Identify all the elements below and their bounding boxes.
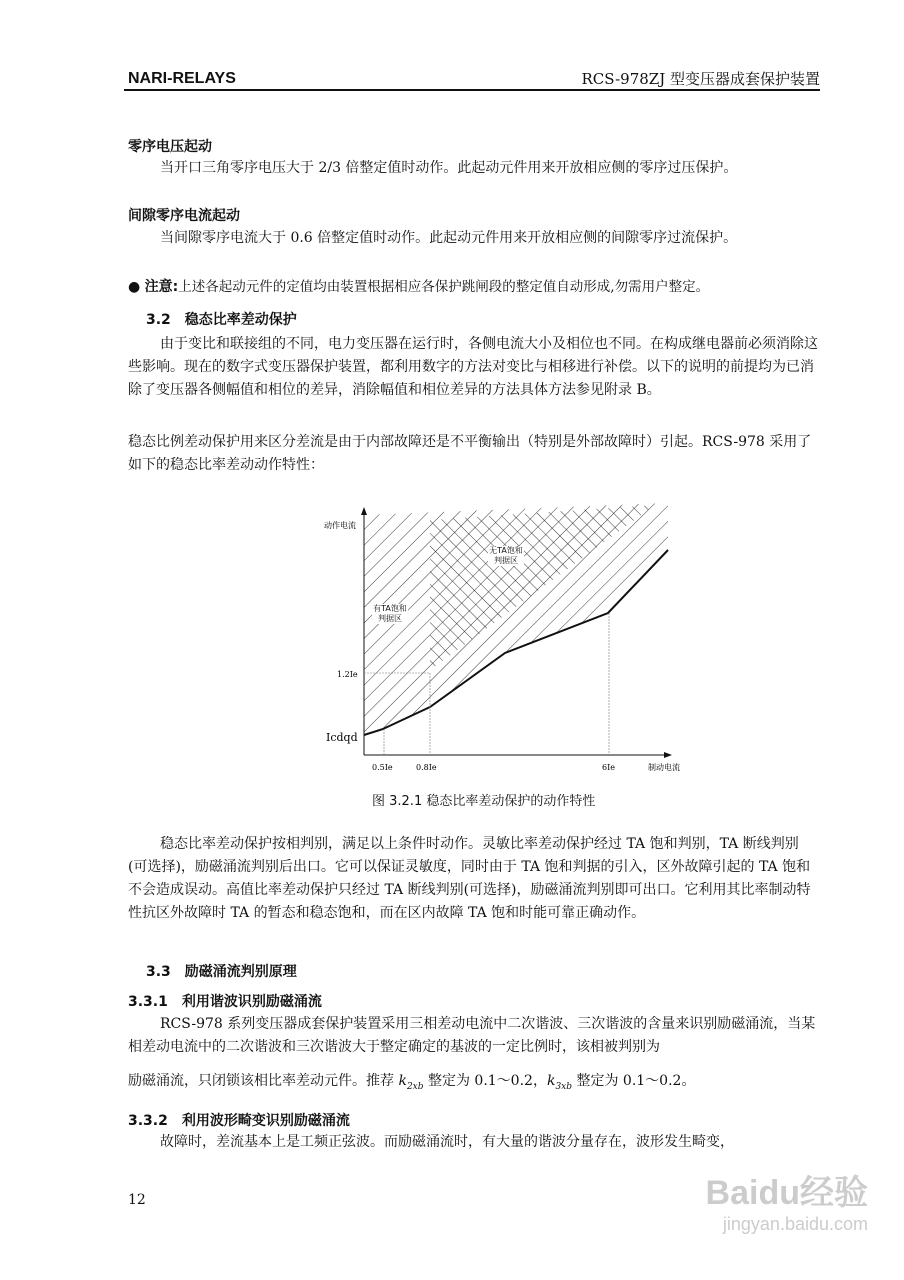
text: 励磁涌流，只闭锁该相比率差动元件。推荐 (128, 1073, 399, 1089)
header-rule (124, 89, 820, 91)
brand: NARI-RELAYS (128, 70, 236, 87)
x-tick-6ie: 6Ie (602, 763, 615, 772)
paragraph: 由于变比和联接组的不同，电力变压器在运行时，各侧电流大小及相位也不同。在构成继电器前必须消除这些影响。现在的数字式变压器保护装置，都利用数字的方法对变比与相移进行补偿。以下的说明的前提均为已消除了变压器各侧幅值和相位的差异，消除幅值和相位差异的方法具体方法参见附录 B。 (128, 336, 818, 398)
section-3-2-heading: 3.2 稳态比率差动保护 (146, 312, 297, 328)
y-tick-icdqd: Icdqd (326, 731, 358, 744)
paragraph: 故障时，差流基本上是工频正弦波。而励磁涌流时，有大量的谐波分量存在，波形发生畸变， (160, 1134, 734, 1150)
k3-symbol: k (546, 1073, 556, 1089)
text: 整定为 0.1～0.2， (423, 1073, 547, 1089)
paragraph (128, 1070, 695, 1099)
paragraph: 稳态比例差动保护用来区分差流是由于内部故障还是不平衡输出（特别是外部故障时）引起。RCS-978 采用了如下的稳态比率差动动作特性： (128, 434, 812, 473)
x-tick-0-5ie: 0.5Ie (372, 763, 393, 772)
figure-caption: 图 3.2.1 稳态比率差动保护的动作特性 (372, 794, 596, 809)
section-3-3-1-heading: 3.3.1 利用谐波识别励磁涌流 (128, 994, 322, 1010)
y-axis-label: 动作电流 (324, 521, 356, 530)
y-tick-1-2ie: 1.2Ie (337, 670, 358, 679)
region-label-without-ta: 无TA饱和判据区 (489, 546, 523, 565)
region-label-with-ta: 有TA饱和判据区 (373, 604, 407, 623)
note-label: 注意: (144, 279, 179, 295)
k3-subscript: 3xb (555, 1081, 573, 1092)
paragraph: 当间隙零序电流大于 0.6 倍整定值时动作。此起动元件用来开放相应侧的间隙零序过流保护。 (160, 230, 738, 246)
bullet-icon: ● (128, 279, 141, 295)
paragraph: 当开口三角零序电压大于 2/3 倍整定值时动作。此起动元件用来开放相应侧的零序过压保护。 (160, 160, 738, 176)
watermark-url: jingyan.baidu.com (722, 1214, 868, 1234)
section-3-3-2-heading: 3.3.2 利用波形畸变识别励磁涌流 (128, 1113, 350, 1129)
heading-gap-current: 间隙零序电流起动 (128, 208, 240, 224)
paragraph: 稳态比率差动保护按相判别，满足以上条件时动作。灵敏比率差动保护经过 TA 饱和判别，TA 断线判别(可选择)，励磁涌流判别后出口。它可以保证灵敏度，同时由于 TA 饱和判据的引入，区外故障引起的 TA 饱和不会造成误动。高值比率差动保护只经过 TA 断线判别(可选择)，励磁涌流判别即可出口。它利用其比率制动特性抗区外故障时 TA 的暂态和稳态饱和，而在区内故障 TA 饱和时能可靠正确动作。 (128, 836, 811, 921)
section-3-3-heading: 3.3 励磁涌流判别原理 (146, 964, 297, 980)
k2-symbol: k (398, 1073, 407, 1089)
note (128, 276, 709, 299)
note-text: 上述各起动元件的定值均由装置根据相应各保护跳闸段的整定值自动形成,勿需用户整定。 (178, 279, 710, 295)
watermark-logo: Baidu经验 (705, 1174, 868, 1212)
differential-characteristic-figure (310, 490, 690, 780)
heading-zero-seq-voltage: 零序电压起动 (128, 139, 212, 155)
text: 整定为 0.1～0.2。 (572, 1073, 696, 1089)
x-tick-0-8ie: 0.8Ie (416, 763, 437, 772)
watermark (706, 1165, 868, 1235)
page-number: 12 (128, 1192, 146, 1208)
paragraph: RCS-978 系列变压器成套保护装置采用三相差动电流中二次谐波、三次谐波的含量来识别励磁涌流，当某相差动电流中的二次谐波和三次谐波大于整定确定的基波的一定比例时，该相被判别为 (128, 1016, 816, 1055)
doc-title: RCS-978ZJ 型变压器成套保护装置 (581, 70, 820, 88)
x-axis-label: 制动电流 (648, 763, 680, 772)
k2-subscript: 2xb (406, 1081, 424, 1092)
